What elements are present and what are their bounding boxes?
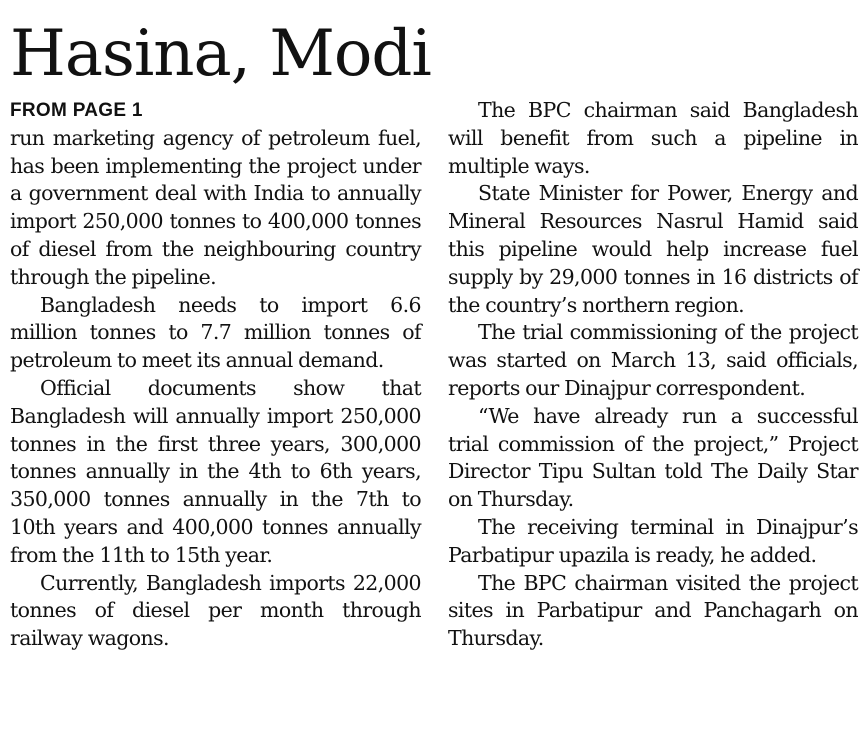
paragraph: The BPC chairman visited the project sites in Parbatipur and Panchagarh on Thursday.	[448, 570, 858, 651]
paragraph: The receiving terminal in Dinajpur’s Parbatipur upazila is ready, he added.	[448, 514, 858, 567]
paragraph: The BPC chairman said Bangladesh will benefit from such a pipeline in multiple ways.	[448, 98, 858, 178]
paragraph: Bangladesh needs to import 6.6 million tonnes to 7.7 million tonnes of petroleum to meet its annual demand.	[10, 292, 421, 373]
paragraph: The trial commissioning of the project was started on March 13, said officials, reports our Dinajpur correspondent.	[448, 320, 858, 400]
article-column-left	[10, 97, 421, 653]
paragraph: State Minister for Power, Energy and Mineral Resources Nasrul Hamid said this pipeline would help increase fuel supply by 29,000 tonnes in 16 districts of the country’s northern region.	[448, 181, 858, 317]
headline: Hasina, Modi	[10, 17, 431, 91]
jump-label: FROM PAGE 1	[10, 100, 143, 121]
paragraph: Official documents show that Bangladesh will annually import 250,000 tonnes in the first three years, 300,000 tonnes annually in the 4th to 6th years, 350,000 tonnes annually in the 7th to 10th years and 400,000 tonnes annually from the 11th to 15th year.	[10, 375, 421, 567]
paragraph: “We have already run a successful trial commission of the project,” Project Director Tipu Sultan told The Daily Star on Thursday.	[448, 403, 858, 512]
paragraph: Currently, Bangladesh imports 22,000 tonnes of diesel per month through railway wagons.	[10, 570, 421, 651]
article-column-right	[448, 97, 858, 653]
paragraph: run marketing agency of petroleum fuel, has been implementing the project under a government deal with India to annually import 250,000 tonnes to 400,000 tonnes of diesel from the neighbouring country through the pipeline.	[10, 125, 421, 289]
